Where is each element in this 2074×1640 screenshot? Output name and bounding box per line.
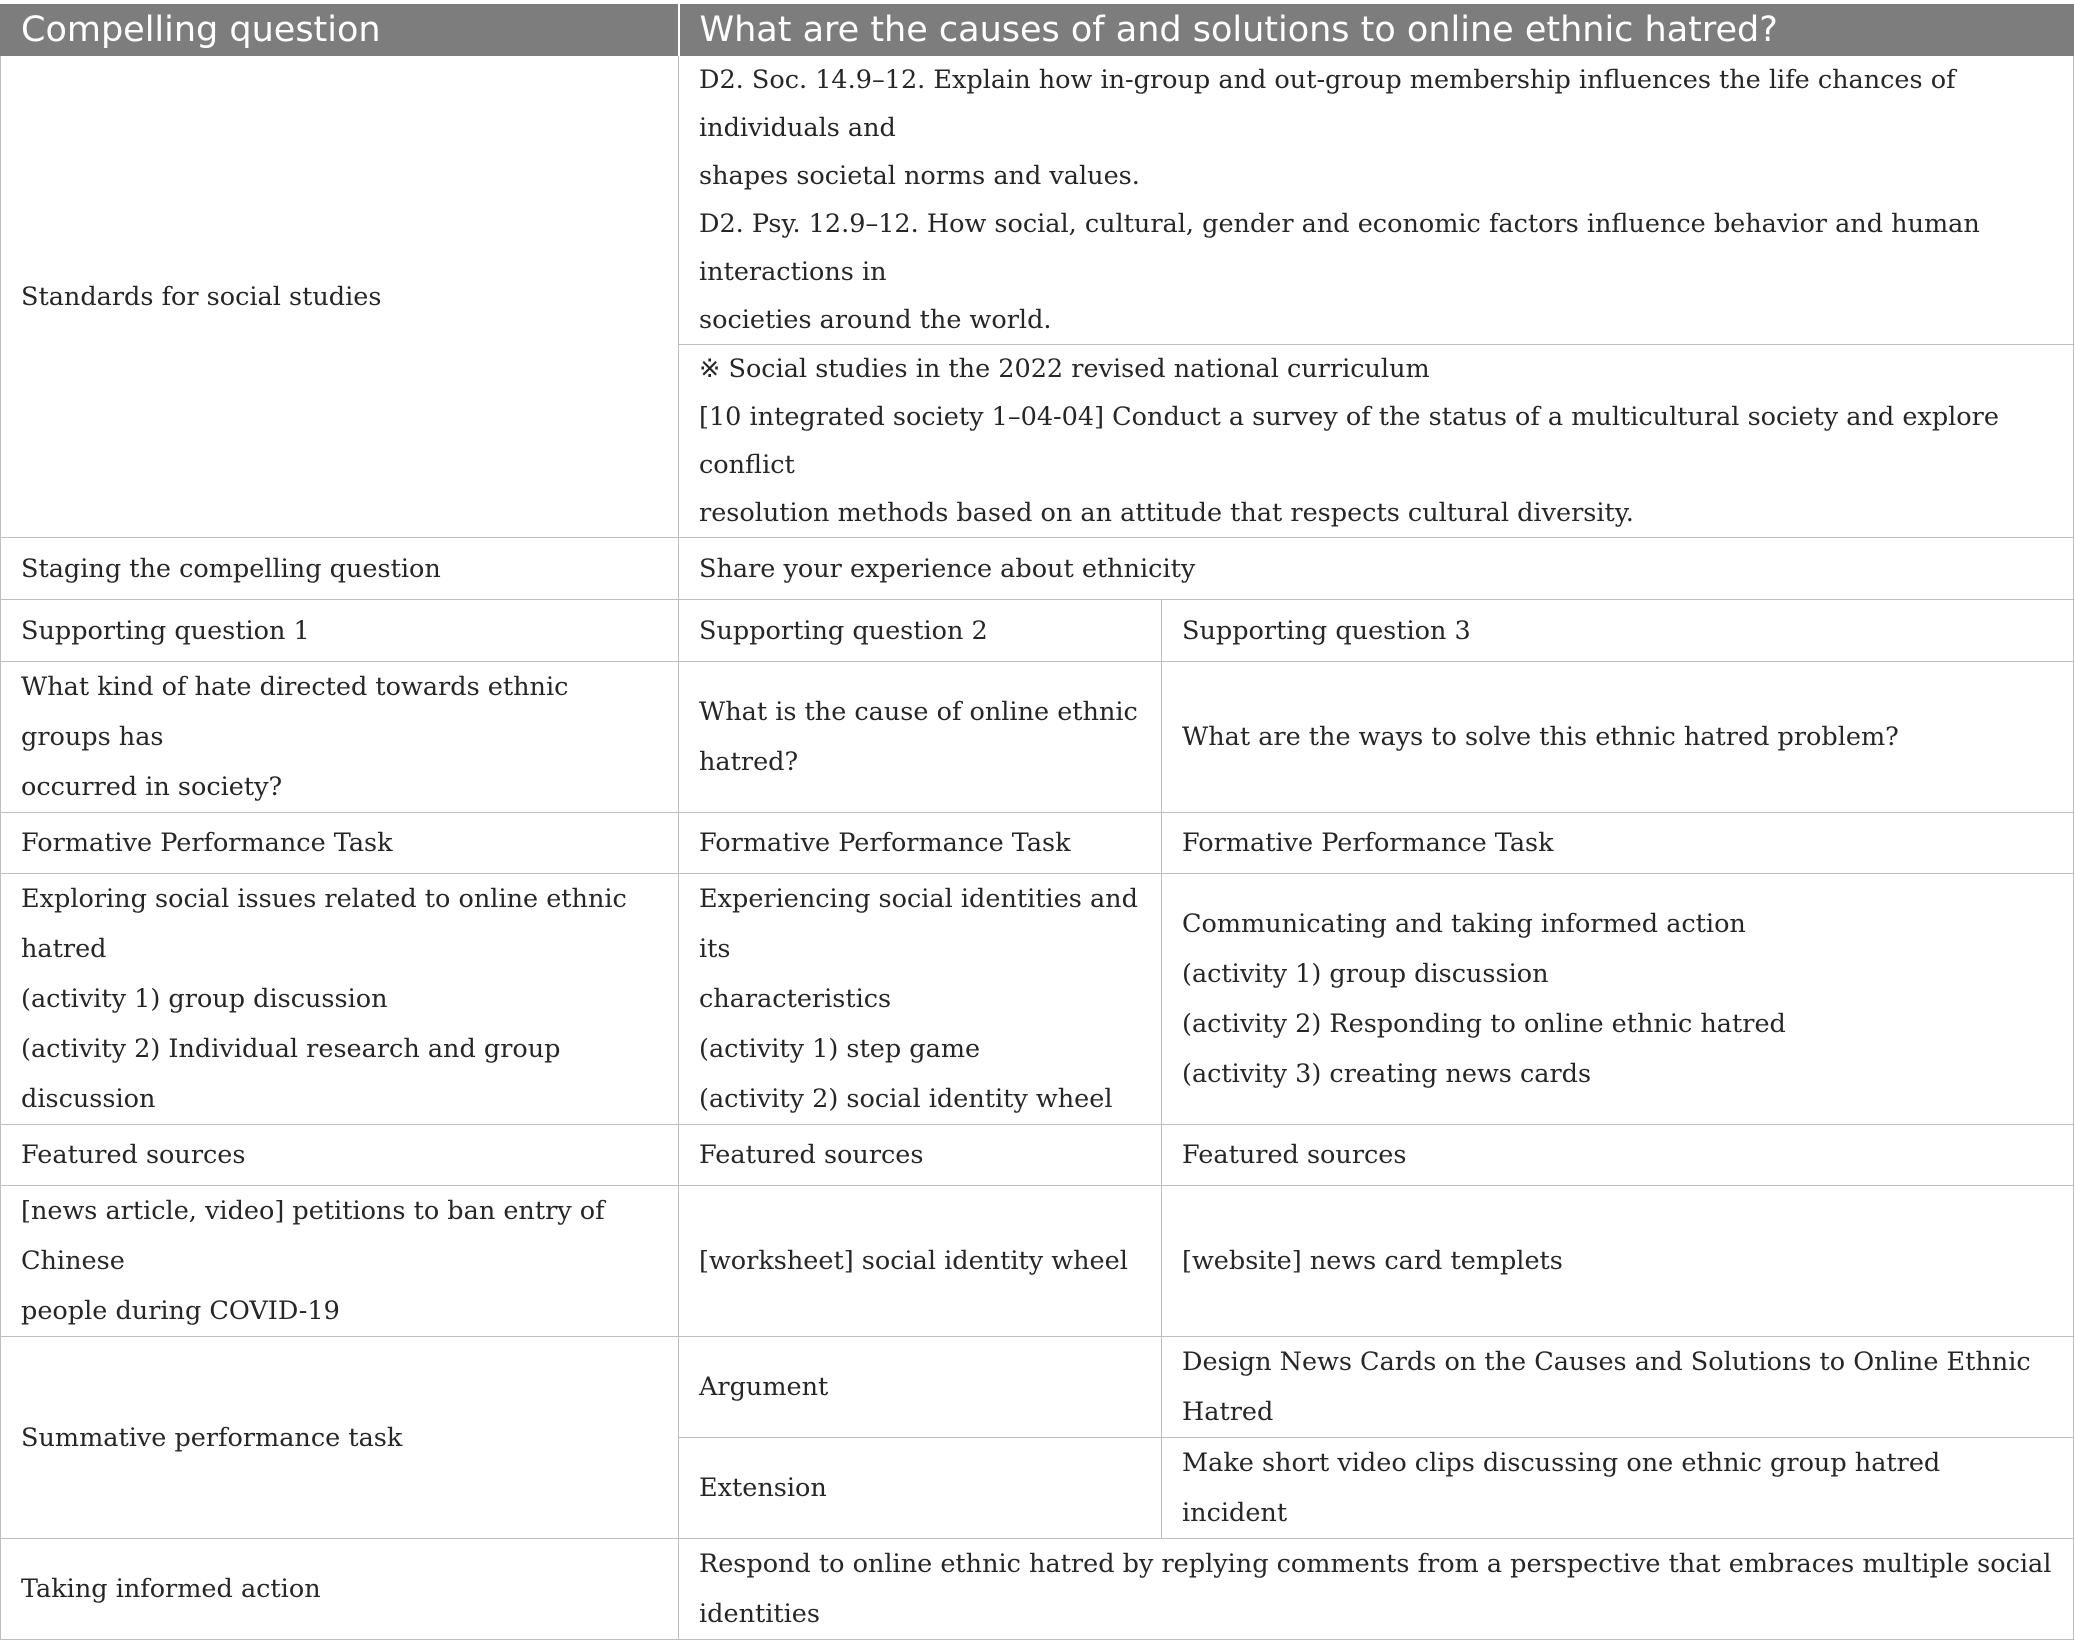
cell-line: What are the ways to solve this ethnic hatred problem? (1182, 722, 1899, 752)
staging-label: Staging the compelling question (1, 538, 679, 600)
supporting-question-1 (1, 662, 679, 813)
cell-line: (activity 1) group discussion (21, 984, 388, 1014)
standards-line: D2. Psy. 12.9–12. How social, cultural, gender and economic factors influence behavior and human interactions in (699, 209, 1980, 287)
table-row (1, 56, 2074, 345)
cell-line: [news article, video] petitions to ban entry of Chinese (21, 1196, 605, 1276)
cell-line: (activity 3) creating news cards (1182, 1059, 1592, 1089)
standards-line: D2. Soc. 14.9–12. Explain how in-group and out-group membership influences the life chances of individuals and (699, 65, 1956, 143)
cell-line: What is the cause of online ethnic (699, 697, 1138, 727)
cell-line: [website] news card templets (1182, 1246, 1563, 1276)
cell-line: characteristics (699, 984, 892, 1014)
table-row (1, 1337, 2074, 1438)
table-row (1, 813, 2074, 874)
inquiry-design-table (0, 4, 2074, 1640)
table-row (1, 662, 2074, 813)
cell-line: Experiencing social identities and its (699, 884, 1138, 964)
table-header-row (1, 5, 2074, 56)
cell-line: Communicating and taking informed action (1182, 909, 1746, 939)
standards-line: resolution methods based on an attitude that respects cultural diversity. (699, 498, 1634, 528)
summative-argument-value: Design News Cards on the Causes and Solutions to Online Ethnic Hatred (1162, 1337, 2074, 1438)
featured-sources-3-header: Featured sources (1162, 1125, 2074, 1186)
table-row (1, 1186, 2074, 1337)
cell-line: hatred? (699, 747, 799, 777)
standards-line: ※ Social studies in the 2022 revised national curriculum (699, 354, 1430, 384)
summative-extension-value: Make short video clips discussing one ethnic group hatred incident (1162, 1438, 2074, 1539)
staging-value: Share your experience about ethnicity (679, 538, 2074, 600)
summative-argument-label: Argument (679, 1337, 1162, 1438)
formative-task-1-header: Formative Performance Task (1, 813, 679, 874)
featured-sources-1 (1, 1186, 679, 1337)
featured-sources-1-header: Featured sources (1, 1125, 679, 1186)
supporting-question-3 (1162, 662, 2074, 813)
informed-action-value: Respond to online ethnic hatred by replying comments from a perspective that embraces multiple social identities (679, 1539, 2074, 1640)
cell-line: occurred in society? (21, 772, 283, 802)
standards-label: Standards for social studies (1, 56, 679, 538)
cell-line: Exploring social issues related to online ethnic hatred (21, 884, 627, 964)
standards-line: shapes societal norms and values. (699, 161, 1140, 191)
summative-extension-label: Extension (679, 1438, 1162, 1539)
supporting-question-1-header: Supporting question 1 (1, 600, 679, 662)
formative-task-3 (1162, 874, 2074, 1125)
featured-sources-2 (679, 1186, 1162, 1337)
table-row (1, 538, 2074, 600)
cell-line: [worksheet] social identity wheel (699, 1246, 1128, 1276)
cell-line: (activity 1) group discussion (1182, 959, 1549, 989)
supporting-question-2 (679, 662, 1162, 813)
formative-task-3-header: Formative Performance Task (1162, 813, 2074, 874)
standards-block-1 (679, 56, 2074, 345)
cell-line: What kind of hate directed towards ethnic groups has (21, 672, 569, 752)
cell-line: (activity 2) Individual research and group discussion (21, 1034, 561, 1114)
standards-line: societies around the world. (699, 305, 1052, 335)
standards-block-2 (679, 345, 2074, 538)
standards-line: [10 integrated society 1–04-04] Conduct a survey of the status of a multicultural society and explore conflict (699, 402, 1999, 480)
supporting-question-3-header: Supporting question 3 (1162, 600, 2074, 662)
header-compelling-question-text: What are the causes of and solutions to online ethnic hatred? (679, 5, 2074, 56)
table-row (1, 600, 2074, 662)
header-compelling-question-label: Compelling question (1, 5, 679, 56)
informed-action-label: Taking informed action (1, 1539, 679, 1640)
formative-task-2-header: Formative Performance Task (679, 813, 1162, 874)
cell-line: (activity 2) social identity wheel (699, 1084, 1113, 1114)
table-row (1, 874, 2074, 1125)
cell-line: (activity 2) Responding to online ethnic hatred (1182, 1009, 1786, 1039)
table-row (1, 1125, 2074, 1186)
featured-sources-3 (1162, 1186, 2074, 1337)
featured-sources-2-header: Featured sources (679, 1125, 1162, 1186)
supporting-question-2-header: Supporting question 2 (679, 600, 1162, 662)
formative-task-2 (679, 874, 1162, 1125)
cell-line: people during COVID-19 (21, 1296, 340, 1326)
summative-task-label: Summative performance task (1, 1337, 679, 1539)
formative-task-1 (1, 874, 679, 1125)
cell-line: (activity 1) step game (699, 1034, 981, 1064)
table-row (1, 1539, 2074, 1640)
